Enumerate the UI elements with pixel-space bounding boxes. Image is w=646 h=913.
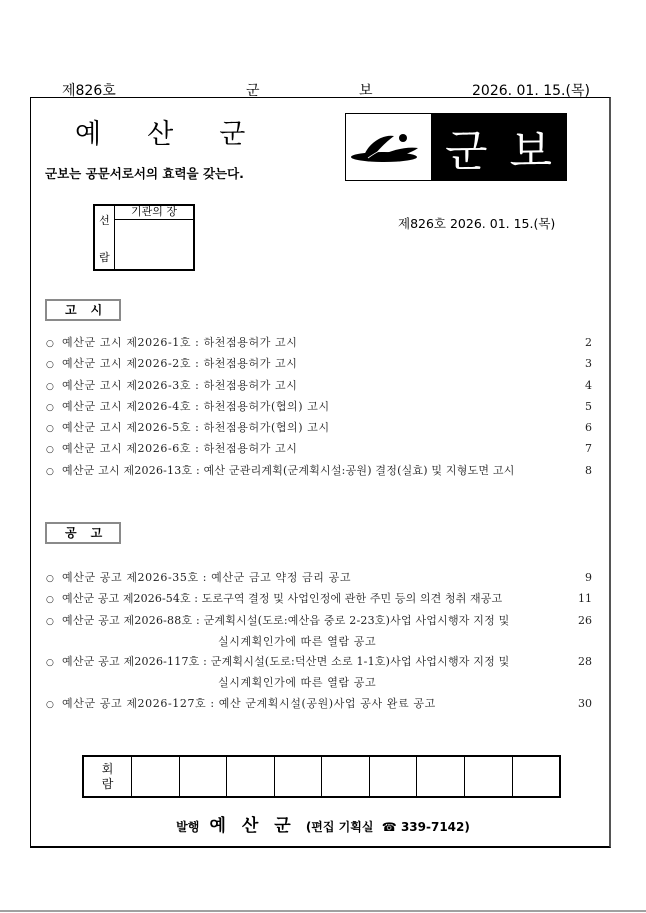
approval-header: 기관의 장 (115, 206, 193, 220)
masthead-char: 예 (75, 119, 102, 150)
publisher-line (0, 811, 646, 836)
circulation-cell (370, 757, 418, 796)
toc-item-page: 6 (585, 421, 592, 435)
toc-item-page: 26 (578, 613, 592, 627)
toc-item[interactable] (46, 418, 596, 439)
running-header (0, 80, 646, 98)
toc-item-page: 11 (578, 592, 592, 606)
gazette-logo (345, 113, 567, 181)
section-label-gonggo (45, 522, 121, 544)
circulation-cell (132, 757, 180, 796)
toc-item[interactable] (46, 568, 596, 589)
logo-char: 보 (509, 126, 553, 177)
toc-item-page: 28 (578, 655, 592, 669)
issue-line: 제826호 2026. 01. 15.(목) (398, 216, 556, 231)
toc-item[interactable] (46, 439, 596, 460)
approval-box (93, 204, 195, 271)
toc-item-title: 예산군 고시 제2026-4호 : 하천점용허가(협의) 고시 (62, 399, 330, 413)
gonggo-list (46, 568, 596, 715)
telephone-icon: ☎ (381, 820, 397, 834)
circulation-cell (513, 757, 560, 796)
toc-item-page: 8 (585, 463, 592, 477)
toc-item-page: 9 (585, 571, 592, 584)
circulation-label-bottom: 람 (101, 776, 114, 791)
circulation-cell (417, 757, 465, 796)
toc-item[interactable] (46, 652, 596, 694)
bullet-circle-icon: ○ (46, 360, 54, 371)
logo-char: 군 (444, 126, 488, 177)
masthead-char: 산 (147, 119, 174, 150)
circulation-table (82, 755, 561, 798)
header-date: 2026. 01. 15.(목) (472, 83, 590, 99)
circulation-cell (275, 757, 323, 796)
circulation-label (84, 757, 132, 796)
bullet-circle-icon: ○ (46, 424, 54, 435)
toc-item-page: 7 (585, 442, 592, 456)
section-label-char: 고 (65, 303, 77, 317)
bullet-circle-icon: ○ (46, 466, 54, 477)
publisher-prefix: 발행 (176, 820, 200, 834)
circulation-label-top: 회 (101, 761, 114, 776)
bullet-circle-icon: ○ (46, 699, 54, 710)
section-label-gosi (45, 299, 121, 321)
bullet-circle-icon: ○ (46, 381, 54, 392)
toc-item-title: 예산군 고시 제2026-6호 : 하천점용허가 고시 (62, 442, 298, 456)
toc-item-title: 예산군 고시 제2026-2호 : 하천점용허가 고시 (62, 357, 298, 371)
toc-item-title: 예산군 공고 제2026-54호 : 도로구역 결정 및 사업인정에 관한 주민 등의 의견 청취 재공고 (62, 592, 503, 606)
header-title-part1: 군 (246, 83, 260, 99)
bullet-circle-icon: ○ (46, 574, 54, 584)
toc-item[interactable] (46, 333, 596, 354)
toc-item-title: 예산군 고시 제2026-1호 : 하천점용허가 고시 (62, 336, 298, 349)
masthead-subtitle: 군보는 공문서로서의 효력을 갖는다. (45, 166, 244, 181)
header-title-part2: 보 (359, 83, 373, 99)
approval-main (115, 206, 193, 269)
approval-signature-cell (115, 220, 193, 269)
toc-item[interactable] (46, 397, 596, 418)
toc-item[interactable] (46, 694, 596, 715)
publisher-detail: (편집 기획실 (305, 820, 374, 834)
circulation-cell (180, 757, 228, 796)
toc-item-page: 3 (585, 357, 592, 371)
gosi-list (46, 333, 596, 482)
toc-item-title: 예산군 고시 제2026-13호 : 예산 군관리계획(군계획시설:공원) 결정(실효) 및 지형도면 고시 (62, 463, 515, 477)
toc-item-continuation: 실시계획인가에 따른 열람 공고 (218, 634, 377, 648)
toc-item-page: 30 (578, 696, 592, 710)
bullet-circle-icon: ○ (46, 658, 54, 669)
toc-item-title: 예산군 공고 제2026-88호 : 군계획시설(도로:예산읍 중로 2-23호)사업 사업시행자 지정 및 (62, 613, 510, 627)
county-emblem-icon (346, 114, 431, 180)
bullet-circle-icon: ○ (46, 616, 54, 627)
toc-item-title: 예산군 고시 제2026-3호 : 하천점용허가 고시 (62, 378, 298, 392)
toc-item[interactable] (46, 354, 596, 375)
masthead-county-name (75, 112, 291, 151)
toc-item-title: 예산군 공고 제2026-127호 : 예산 군계획시설(공원)사업 공사 완료 공고 (62, 696, 436, 710)
toc-item-title: 예산군 고시 제2026-5호 : 하천점용허가(협의) 고시 (62, 421, 330, 435)
toc-item-page: 5 (585, 399, 592, 413)
masthead-char: 군 (219, 119, 246, 150)
circulation-cell (465, 757, 513, 796)
toc-item-continuation: 실시계획인가에 따른 열람 공고 (218, 676, 377, 690)
section-label-char: 고 (90, 526, 103, 540)
toc-item-page: 2 (585, 336, 592, 349)
section-label-char: 공 (65, 526, 77, 540)
toc-item[interactable] (46, 611, 596, 653)
bullet-circle-icon: ○ (46, 595, 54, 606)
toc-item-title: 예산군 공고 제2026-117호 : 군계획시설(도로:덕산면 소로 1-1호)사업 사업시행자 지정 및 (62, 655, 510, 669)
bullet-circle-icon: ○ (46, 445, 54, 456)
section-label-char: 시 (90, 303, 103, 317)
circulation-cell (322, 757, 370, 796)
approval-side-bottom: 람 (99, 251, 110, 264)
toc-item[interactable] (46, 376, 596, 397)
toc-item[interactable] (46, 461, 596, 482)
logo-title (431, 114, 566, 180)
circulation-cell (227, 757, 275, 796)
page-bottom-rule (0, 910, 646, 912)
approval-side-top: 선 (99, 214, 110, 227)
header-issue-number: 제826호 (62, 83, 116, 99)
toc-item[interactable] (46, 589, 596, 610)
bullet-circle-icon: ○ (46, 339, 54, 349)
publisher-phone: 339-7142) (400, 820, 470, 834)
bullet-circle-icon: ○ (46, 402, 54, 413)
toc-item-title: 예산군 공고 제2026-35호 : 예산군 금고 약정 금리 공고 (62, 571, 352, 584)
publisher-name: 예 산 군 (209, 816, 296, 836)
toc-item-page: 4 (585, 378, 592, 392)
approval-side-label (95, 206, 115, 269)
